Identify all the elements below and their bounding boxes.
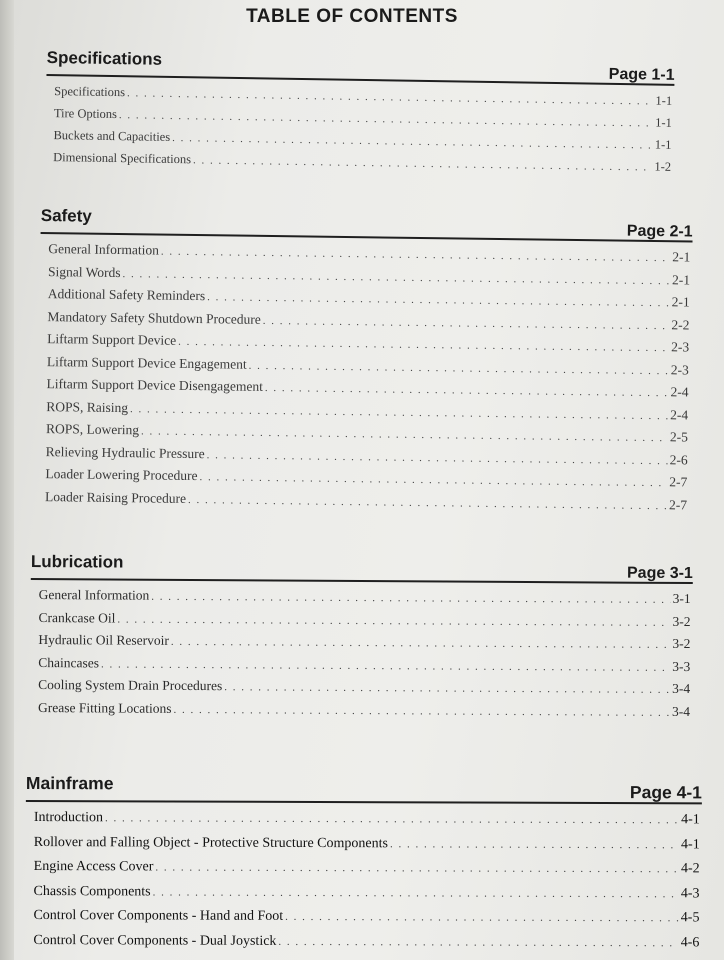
entry-title: Control Cover Components - Hand and Foot [33, 908, 284, 924]
entry-page-number: 2-3 [670, 361, 689, 377]
entry-title: Engine Access Cover [33, 859, 154, 875]
section-title: Specifications [46, 47, 163, 69]
entry-page-number: 2-4 [670, 384, 689, 400]
entry-page-number: 3-1 [672, 590, 691, 607]
entry-page-number: 1-1 [655, 115, 672, 130]
entry-title: Introduction [33, 810, 104, 826]
entry-title: Loader Lowering Procedure [45, 466, 198, 484]
toc-entry [25, 928, 701, 955]
entry-title: Hydraulic Oil Reservoir [38, 632, 169, 648]
entry-title: Relieving Hydraulic Pressure [45, 443, 205, 461]
entry-page-number: 2-7 [668, 496, 688, 512]
entry-title: Crankcase Oil [38, 609, 116, 626]
entry-title: Tire Options [53, 106, 118, 122]
entry-page-number: 2-1 [671, 271, 691, 288]
entry-page-number: 2-5 [669, 429, 689, 445]
section-specifications [45, 42, 675, 178]
entry-page-number: 4-1 [681, 812, 700, 828]
entry-page-number: 2-4 [670, 406, 689, 422]
dot-leader [224, 676, 670, 701]
entry-title: General Information [48, 241, 160, 258]
entry-page-number: 4-6 [680, 934, 700, 950]
entry-page-number: 2-7 [669, 474, 688, 490]
entry-title: Specifications [54, 84, 126, 100]
dot-leader [285, 905, 679, 931]
page-binding-edge [0, 0, 14, 960]
section-title: Mainframe [25, 773, 114, 794]
dot-leader [153, 880, 679, 906]
section-lubrication [30, 546, 693, 723]
entry-title: Dimensional Specifications [53, 150, 192, 167]
section-safety [37, 200, 693, 517]
entry-title: Liftarm Support Device [47, 331, 177, 348]
entry-title: Additional Safety Reminders [47, 286, 206, 304]
section-title: Safety [40, 205, 92, 226]
entry-title: ROPS, Raising [46, 398, 129, 415]
entry-page-number: 2-3 [671, 339, 690, 355]
entry-title: Control Cover Components - Dual Joystick [33, 932, 277, 949]
entry-list [25, 802, 702, 955]
entry-page-number: 1-2 [654, 159, 672, 174]
entry-title: ROPS, Lowering [45, 421, 140, 438]
entry-page-number: 4-3 [680, 885, 700, 901]
entry-title: Signal Words [47, 263, 121, 280]
section-page: Page 3-1 [626, 564, 693, 583]
entry-page-number: 3-4 [672, 680, 691, 697]
section-header [31, 546, 693, 584]
section-header [26, 768, 702, 804]
toc-entry [30, 696, 692, 723]
entry-list [30, 580, 693, 723]
entry-page-number: 3-2 [672, 635, 691, 652]
entry-title: Buckets and Capacities [53, 128, 171, 144]
entry-list [37, 234, 693, 517]
entry-title: Loader Raising Procedure [45, 488, 187, 506]
entry-title: Liftarm Support Device Engagement [46, 353, 247, 372]
dot-leader [155, 855, 679, 881]
entry-page-number: 2-2 [671, 316, 690, 332]
dot-leader [173, 698, 670, 724]
section-title: Lubrication [30, 551, 124, 572]
entry-page-number: 2-6 [669, 451, 688, 467]
entry-title: Liftarm Support Device Disengagement [46, 376, 263, 394]
entry-title: Cooling System Drain Procedures [38, 677, 223, 694]
toc-entry [30, 629, 692, 656]
entry-page-number: 3-4 [671, 703, 691, 719]
dot-leader [278, 929, 678, 955]
entry-title: Rollover and Falling Object - Protective Structure Components [33, 834, 388, 851]
dot-leader [105, 806, 679, 833]
entry-list [45, 76, 674, 178]
dot-leader [151, 586, 671, 612]
toc-entry [26, 855, 702, 882]
toc-entry [25, 904, 701, 931]
entry-title: Chassis Components [33, 883, 151, 899]
entry-page-number: 1-1 [654, 137, 672, 152]
dot-leader [117, 608, 670, 634]
section-page: Page 1-1 [608, 65, 675, 84]
page-title: TABLE OF CONTENTS [246, 6, 458, 27]
section-mainframe [25, 768, 702, 955]
entry-title: Grease Fitting Locations [37, 699, 172, 716]
entry-page-number: 3-3 [672, 658, 691, 674]
entry-page-number: 4-1 [681, 836, 700, 852]
section-page: Page 2-1 [626, 222, 693, 241]
entry-page-number: 2-1 [671, 294, 690, 310]
dot-leader [171, 631, 671, 657]
entry-page-number: 3-2 [672, 613, 691, 629]
entry-title: General Information [38, 587, 150, 603]
toc-entry [26, 879, 702, 906]
entry-title: Chaincases [38, 654, 100, 670]
dot-leader [390, 832, 679, 858]
toc-entry [26, 806, 702, 833]
entry-page-number: 4-5 [680, 910, 700, 926]
section-page: Page 4-1 [629, 782, 702, 803]
entry-page-number: 2-1 [672, 249, 691, 265]
entry-title: Mandatory Safety Shutdown Procedure [47, 308, 261, 327]
entry-page-number: 4-2 [680, 861, 700, 877]
toc-entry [26, 830, 702, 857]
toc-entry [31, 584, 693, 611]
entry-page-number: 1-1 [655, 93, 673, 108]
